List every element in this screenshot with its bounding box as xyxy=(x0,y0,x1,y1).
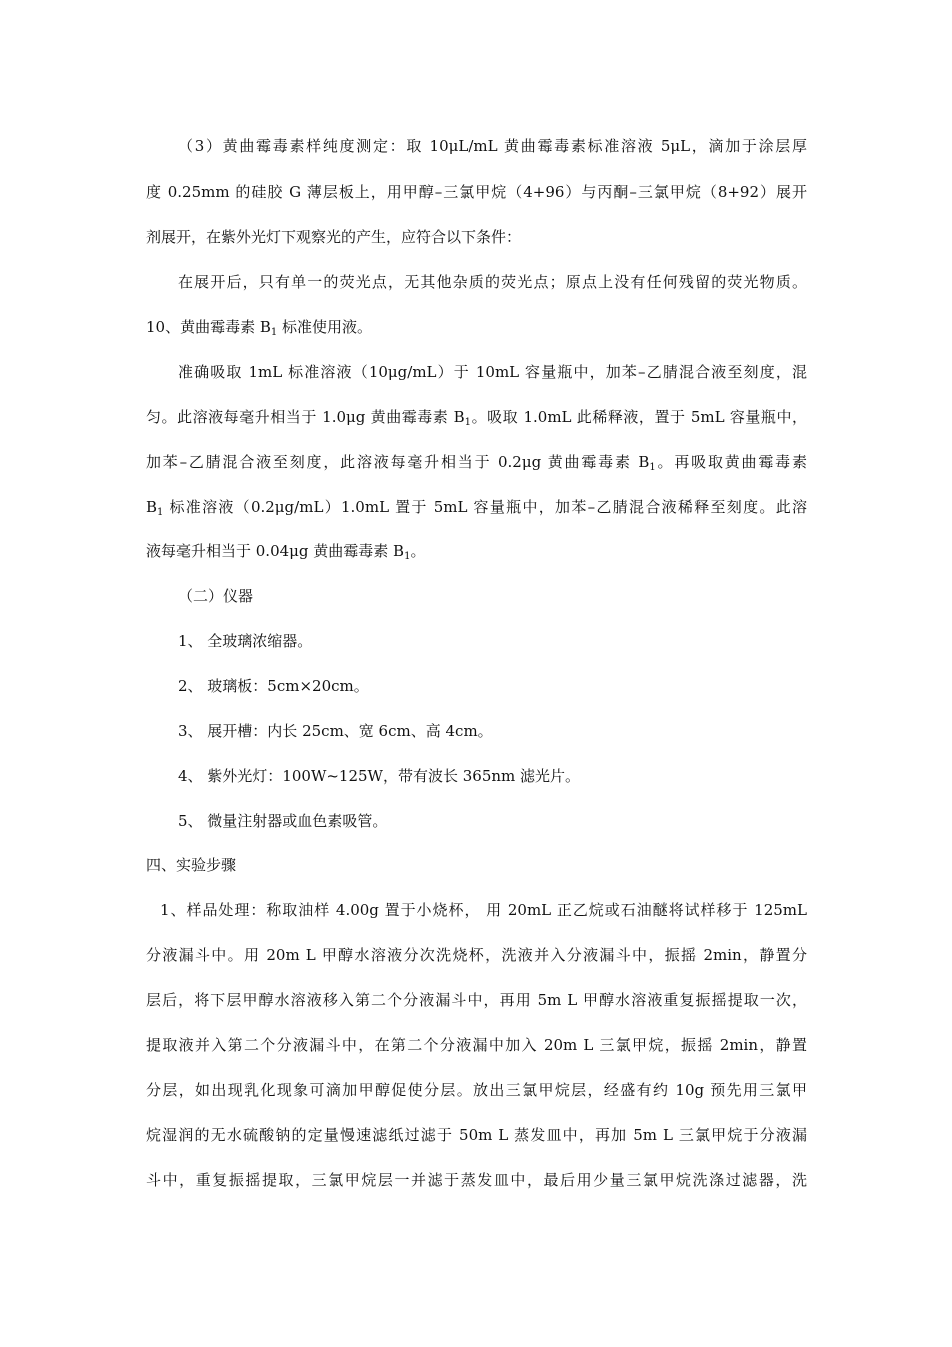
paragraph-line: 分液漏斗中。用 20m L 甲醇水溶液分次洗烧杯，洗液并入分液漏斗中，振摇 2min，静置分 xyxy=(146,946,807,964)
paragraph-line: 提取液并入第二个分液漏斗中，在第二个分液漏中加入 20m L 三氯甲烷，振摇 2min，静置 xyxy=(146,1036,807,1054)
section-heading: 10、黄曲霉毒素 $B_1$ 标准使用液。 xyxy=(146,318,373,338)
paragraph-line: 加苯–乙腈混合液至刻度，此溶液每毫升相当于 0.2μg 黄曲霉毒素 $B_1$。再吸取黄曲霉毒素 xyxy=(146,453,807,473)
paragraph-line: 准确吸取 1mL 标准溶液（10μg/mL）于 10mL 容量瓶中，加苯–乙腈混合液至刻度，混 xyxy=(178,363,807,381)
paragraph-line: 匀。此溶液每毫升相当于 1.0μg 黄曲霉毒素 $B_1$。吸取 1.0mL 此稀释液，置于 5mL 容量瓶中， xyxy=(146,408,807,428)
section-heading: 四、实验步骤 xyxy=(146,856,237,874)
paragraph-line: 在展开后，只有单一的荧光点，无其他杂质的荧光点；原点上没有任何残留的荧光物质。 xyxy=(178,273,807,291)
paragraph-line: 烷湿润的无水硫酸钠的定量慢速滤纸过滤于 50m L 蒸发皿中，再加 5m L 三氯甲烷于分液漏 xyxy=(146,1126,807,1144)
list-item: 5、 微量注射器或血色素吸管。 xyxy=(178,812,388,830)
paragraph-line: 分层，如出现乳化现象可滴加甲醇促使分层。放出三氯甲烷层，经盛有约 10g 预先用三氯甲 xyxy=(146,1081,807,1099)
section-heading: （二）仪器 xyxy=(178,587,254,605)
paragraph-line: （3）黄曲霉毒素样纯度测定：取 10μL/mL 黄曲霉毒素标准溶液 5μL，滴加于涂层厚 xyxy=(178,137,807,155)
list-item: 3、 展开槽：内长 25cm、宽 6cm、高 4cm。 xyxy=(178,722,493,740)
list-item: 1、 全玻璃浓缩器。 xyxy=(178,632,313,650)
paragraph-line: 剂展开，在紫外光灯下观察光的产生，应符合以下条件： xyxy=(146,228,522,246)
paragraph-line: 层后，将下层甲醇水溶液移入第二个分液漏斗中，再用 5m L 甲醇水溶液重复振摇提取一次， xyxy=(146,991,807,1009)
list-item: 4、 紫外光灯：100W~125W，带有波长 365nm 滤光片。 xyxy=(178,767,581,785)
paragraph-line: 1、样品处理：称取油样 4.00g 置于小烧杯， 用 20mL 正乙烷或石油醚将试样移于 125mL xyxy=(160,901,807,919)
paragraph-line: 度 0.25mm 的硅胶 G 薄层板上，用甲醇–三氯甲烷（4+96）与丙酮–三氯甲烷（8+92）展开 xyxy=(146,183,807,201)
list-item: 2、 玻璃板：5cm×20cm。 xyxy=(178,677,369,695)
paragraph-line: 液每毫升相当于 0.04μg 黄曲霉毒素 $B_1$。 xyxy=(146,542,426,562)
paragraph-line: $B_1$ 标准溶液（0.2μg/mL）1.0mL 置于 5mL 容量瓶中，加苯–乙腈混合液稀释至刻度。此溶 xyxy=(146,498,807,518)
paragraph-line: 斗中，重复振摇提取，三氯甲烷层一并滤于蒸发皿中，最后用少量三氯甲烷洗涤过滤器，洗 xyxy=(146,1171,807,1189)
